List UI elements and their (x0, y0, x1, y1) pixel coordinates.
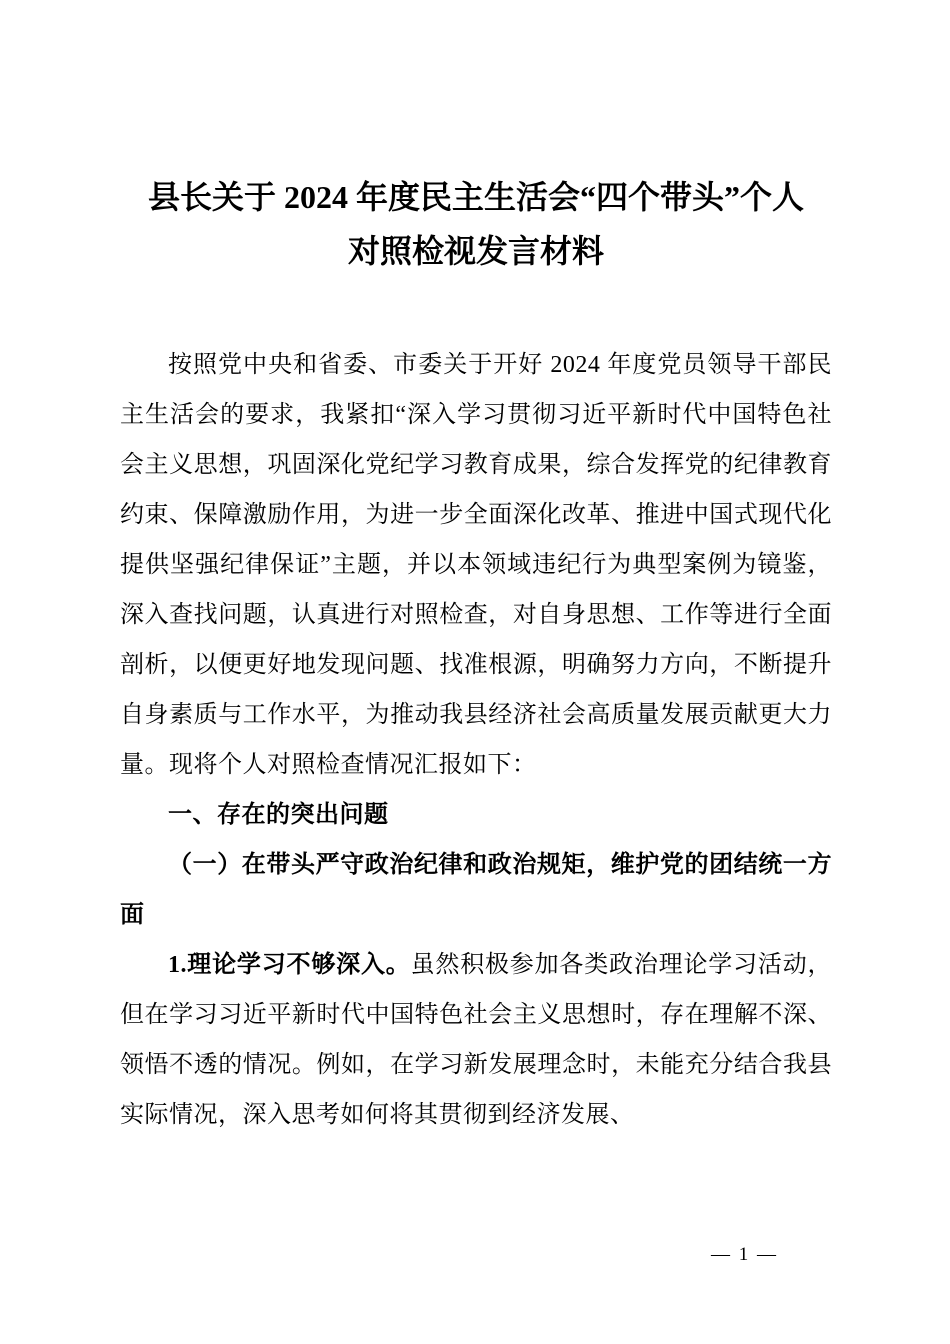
intro-paragraph: 按照党中央和省委、市委关于开好 2024 年度党员领导干部民主生活会的要求，我紧扣“深入学习贯彻习近平新时代中国特色社会主义思想，巩固深化党纪学习教育成果，综合发挥党的纪律教育约束、保障激励作用，为进一步全面深化改革、推进中国式现代化提供坚强纪律保证”主题，并以本领域违纪行为典型案例为镜鉴，深入查找问题，认真进行对照检查，对自身思想、工作等进行全面剖析，以便更好地发现问题、找准根源，明确努力方向，不断提升自身素质与工作水平，为推动我县经济社会高质量发展贡献更大力量。现将个人对照检查情况汇报如下： (120, 352, 832, 778)
subsection-heading-discipline: （一）在带头严守政治纪律和政治规矩，维护党的团结统一方面 (120, 852, 832, 928)
item1-paragraph (120, 940, 832, 1140)
item1-lead-text: 1.理论学习不够深入。 (168, 952, 411, 978)
document-title (120, 170, 832, 278)
title-line-2: 对照检视发言材料 (347, 233, 604, 269)
item1-body-text: 虽然积极参加各类政治理论学习活动，但在学习习近平新时代中国特色社会主义思想时，存在理解不深、领悟不透的情况。例如，在学习新发展理念时，未能充分结合我县实际情况，深入思考如何将其贯彻到经济发展、 (120, 952, 833, 1128)
page-number: — 1 — (711, 1244, 778, 1265)
section-heading-problems: 一、存在的突出问题 (168, 802, 389, 828)
title-line-1: 县长关于 2024 年度民主生活会“四个带头”个人 (147, 179, 804, 215)
